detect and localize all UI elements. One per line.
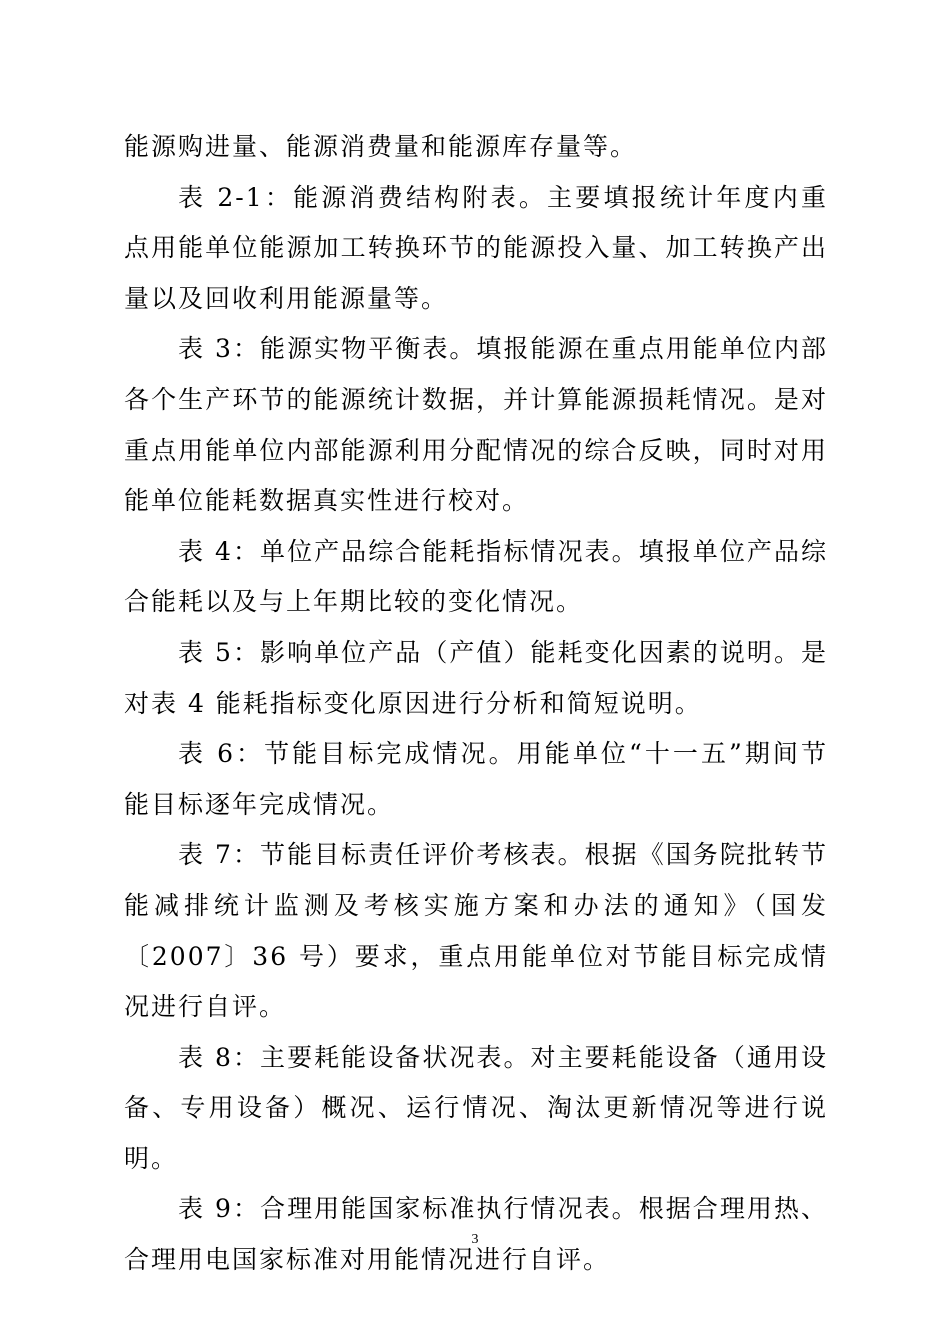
paragraph-table-8: 表 8：主要耗能设备状况表。对主要耗能设备（通用设备、专用设备）概况、运行情况、淘汰更新情况等进行说明。 — [124, 1042, 828, 1173]
paragraph-table-7: 表 7：节能目标责任评价考核表。根据《国务院批转节能减排统计监测及考核实施方案和办法的通知》（国发〔2007〕36 号）要求，重点用能单位对节能目标完成情况进行自评。 — [124, 840, 828, 1022]
paragraph-table-9: 表 9：合理用能国家标准执行情况表。根据合理用热、合理用电国家标准对用能情况进行自评。 — [124, 1194, 828, 1275]
paragraph-table-6: 表 6：节能目标完成情况。用能单位“十一五”期间节能目标逐年完成情况。 — [124, 739, 828, 819]
paragraph-continuation: 能源购进量、能源消费量和能源库存量等。 — [124, 132, 638, 161]
page-number: 3 — [471, 1232, 479, 1247]
document-body — [124, 122, 828, 1286]
paragraph-table-4: 表 4：单位产品综合能耗指标情况表。填报单位产品综合能耗以及与上年期比较的变化情况。 — [124, 536, 828, 617]
paragraph-table-2-1: 表 2-1：能源消费结构附表。主要填报统计年度内重点用能单位能源加工转换环节的能源投入量、加工转换产出量以及回收利用能源量等。 — [124, 182, 828, 313]
paragraph-table-3: 表 3：能源实物平衡表。填报能源在重点用能单位内部各个生产环节的能源统计数据，并计算能源损耗情况。是对重点用能单位内部能源利用分配情况的综合反映，同时对用能单位能耗数据真实性进行校对。 — [124, 334, 828, 516]
paragraph-table-5: 表 5：影响单位产品（产值）能耗变化因素的说明。是对表 4 能耗指标变化原因进行分析和简短说明。 — [124, 637, 828, 718]
